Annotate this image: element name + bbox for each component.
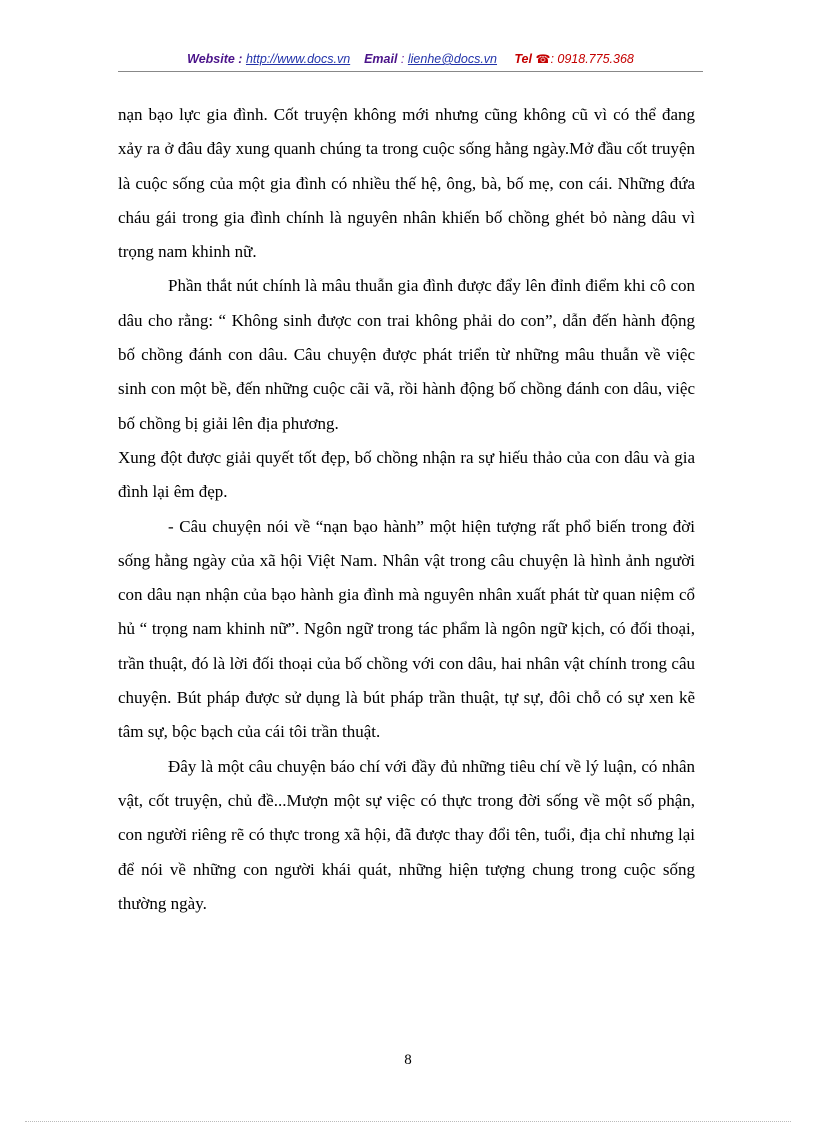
paragraph-resolution: Xung đột được giải quyết tốt đẹp, bố chồng nhận ra sự hiếu thảo của con dâu và gia đình lại êm đẹp. [118,447,695,502]
paragraph-analysis: - Câu chuyện nói về “nạn bạo hành” một hiện tượng rất phổ biến trong đời sống hằng ngày của xã hội Việt Nam. Nhân vật trong câu chuyện là hình ảnh người con dâu nạn nhận của bạo hành gia đình mà nguyên nhân xuất phát từ quan niệm cổ hủ “ trọng nam khinh nữ”. Ngôn ngữ trong tác phẩm là ngôn ngữ kịch, có đối thoại, trần thuật, đó là lời đối thoại của bố chồng với con dâu, hai nhân vật chính trong câu chuyện. Bút pháp được sử dụng là bút pháp trần thuật, tự sự, đôi chỗ có sự xen kẽ tâm sự, bộc bạch của cái tôi trần thuật. [118,516,695,742]
email-label: Email [364,52,398,66]
paragraph-conclusion: Đây là một câu chuyện báo chí với đầy đủ những tiêu chí về lý luận, có nhân vật, cốt truyện, chủ đề...Mượn một sự việc có thực trong đời sống về một số phận, con người riêng rẽ có thực trong xã hội, đã được thay đổi tên, tuổi, địa chỉ nhưng lại để nói về những con người khái quát, những hiện tượng chung trong cuộc sống thường ngày. [118,756,695,913]
header-rule [118,71,703,72]
phone-number: : 0918.775.368 [550,52,634,66]
page-number: 8 [404,1052,412,1068]
paragraph-climax: Phần thắt nút chính là mâu thuẫn gia đình được đẩy lên đỉnh điểm khi cô con dâu cho rằng: “ Không sinh được con trai không phải do con”, dẫn đến hành động bố chồng đánh con dâu. Câu chuyện được phát triển từ những mâu thuẫn về việc sinh con một bề, đến những cuộc cãi vã, rồi hành động bố chồng đánh con dâu, việc bố chồng bị giải lên địa phương. [118,276,695,433]
phone-icon: ☎ [535,52,551,66]
tel-label: Tel [514,52,532,66]
website-link[interactable]: http://www.docs.vn [245,52,351,66]
email-separator: : [397,52,405,66]
website-label: Website : [187,52,243,66]
paragraph-continuation: nạn bạo lực gia đình. Cốt truyện không mới nhưng cũng không cũ vì có thể đang xảy ra ở đâu đây xung quanh chúng ta trong cuộc sống hằng ngày.Mở đầu cốt truyện là cuộc sống của một gia đình có nhiều thế hệ, ông, bà, bố mẹ, con cái. Những đứa cháu gái trong gia đình chính là nguyên nhân khiến bố chồng ghét bỏ nàng dâu vì trọng nam khinh nữ. [118,105,695,262]
email-link[interactable]: lienhe@docs.vn [407,52,498,66]
page-bottom-border [25,1121,791,1122]
page-header [118,50,703,68]
document-body [118,98,695,921]
